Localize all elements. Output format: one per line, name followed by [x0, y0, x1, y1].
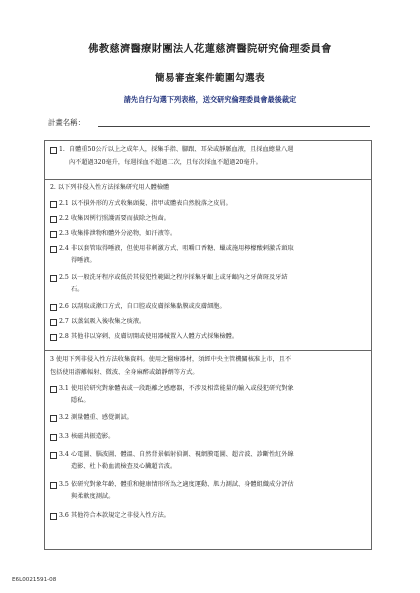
item-3-5-text-cont: 與柔軟度測試。: [71, 493, 115, 500]
checkbox-3-5[interactable]: [50, 482, 57, 489]
instruction-text: 請先自行勾選下列表格，送交研究倫理委員會最後裁定: [123, 95, 297, 104]
checkbox-2-5[interactable]: [50, 275, 57, 282]
item-1-code: 1.: [59, 146, 65, 153]
plan-name-label: 計畫名稱：: [48, 118, 85, 127]
item-2-4-code: 2.4: [59, 245, 69, 252]
item-2-2-text: 收集因例行照護需要而拔除之恆齒。: [71, 215, 170, 222]
item-3-1-text-cont: 隱私。: [71, 397, 90, 404]
checkbox-2-7[interactable]: [50, 319, 57, 326]
item-2-3-text: 收集排泄物和體外分泌物，如汗液等。: [71, 230, 177, 237]
plan-name-field[interactable]: [98, 126, 370, 127]
item-2-7-text: 以蒸氣吸入後收集之痰液。: [71, 318, 146, 325]
item-2-8-code: 2.8: [59, 333, 69, 340]
item-3-2-code: 3.2: [59, 414, 69, 421]
checkbox-3-2[interactable]: [50, 415, 57, 422]
item-3-3-text: 核磁共振造影。: [71, 433, 115, 440]
item-3-1-text: 使用於研究對象體表或一段距離之感應器，不涉及相當能量的輸入或侵犯研究對象: [71, 385, 294, 392]
item-3-3-code: 3.3: [59, 433, 69, 440]
item-3-4-code: 3.4: [59, 451, 69, 458]
checkbox-1[interactable]: [50, 147, 57, 154]
checkbox-2-8[interactable]: [50, 334, 57, 341]
checkbox-3-4[interactable]: [50, 452, 57, 459]
checkbox-3-3[interactable]: [50, 434, 57, 441]
item-2-3-code: 2.3: [59, 230, 69, 237]
item-2-7-code: 2.7: [59, 318, 69, 325]
section-1: [45, 141, 371, 179]
item-2-1-code: 2.1: [59, 200, 69, 207]
checkbox-3-6[interactable]: [50, 513, 57, 520]
checkbox-2-2[interactable]: [50, 216, 57, 223]
item-2-2-code: 2.2: [59, 215, 69, 222]
page-title: 佛教慈濟醫療財團法人花蓮慈濟醫院研究倫理委員會: [88, 43, 332, 55]
section-3-heading-cont: 包括使用游離輻射、微波、全身麻醉或鎮靜劑等方式。: [50, 369, 199, 376]
item-3-6-text: 其他符合本款規定之非侵入性方法。: [71, 512, 170, 519]
item-3-5-code: 3.5: [59, 481, 69, 488]
item-1-text: 自體重50公斤以上之成年人，採集手指、腳跟、耳朵或靜脈血液，且採血總量八週: [69, 146, 294, 153]
item-2-5-text: 以一般洗牙程序或低於其侵犯性範圍之程序採集牙齦上或牙齦內之牙菌斑及牙結: [71, 274, 288, 281]
section-2-heading: 2. 以下列非侵入性方法採集研究用人體檢體: [50, 184, 170, 191]
checkbox-2-1[interactable]: [50, 201, 57, 208]
form-code: E6L0021591-08: [12, 577, 57, 583]
checkbox-2-6[interactable]: [50, 304, 57, 311]
item-2-4-text-cont: 得唾液。: [71, 257, 96, 264]
item-2-6-text: 以刮取或漱口方式，自口腔或皮膚採集黏膜或皮膚細胞。: [71, 303, 226, 310]
item-3-6-code: 3.6: [59, 512, 69, 519]
item-3-2-text: 測量體重、感覺測試。: [71, 414, 133, 421]
item-2-5-code: 2.5: [59, 274, 69, 281]
checklist-table: [44, 140, 372, 550]
item-3-1-code: 3.1: [59, 385, 69, 392]
plan-name-row: [48, 117, 370, 131]
item-3-4-text: 心電圖、腦波圖、體溫、自然背景輻射偵測、視網膜電圖、超音波、診斷性紅外線: [71, 451, 294, 458]
checkbox-2-4[interactable]: [50, 246, 57, 253]
item-3-4-text-cont: 造影、杜卜勒血流檢查及心臟超音波。: [71, 463, 177, 470]
section-3-heading: 3 使用下列非侵入性方法收集資料。使用之醫療器材，須經中央主管機關核准上市，且不: [50, 356, 292, 363]
checkbox-3-1[interactable]: [50, 386, 57, 393]
item-2-5-text-cont: 石。: [71, 286, 84, 293]
item-2-4-text: 非以套管取得唾液，但使用非刺激方式、咀嚼口香糖、蠟或施用檸檬酸刺激舌頭取: [71, 245, 294, 252]
item-2-1-text: 以不損外形的方式收集頭髮、指甲或體表自然脫落之皮屑。: [71, 200, 232, 207]
checkbox-2-3[interactable]: [50, 231, 57, 238]
item-2-8-text: 其他非以穿刺、皮膚切開或使用器械置入人體方式採集檢體。: [71, 333, 239, 340]
item-2-6-code: 2.6: [59, 303, 69, 310]
section-3: [45, 350, 371, 549]
item-1-text-cont: 內不超過320毫升，每週採血不超過二次，且每次採血不超過20毫升。: [69, 159, 262, 166]
section-2: [45, 179, 371, 350]
form-subtitle: 簡易審查案件範圍勾選表: [155, 73, 265, 84]
item-3-5-text: 依研究對象年齡、體重和健康情形所為之適度運動、肌力測試、身體組織成分評估: [71, 481, 294, 488]
